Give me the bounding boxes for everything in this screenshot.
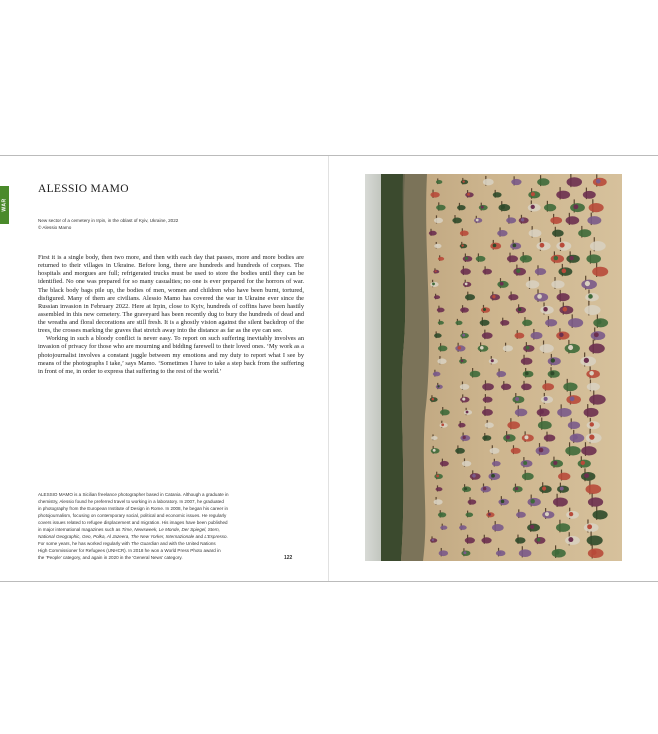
wreath (558, 473, 570, 481)
wreath (586, 254, 601, 263)
flower (483, 308, 486, 311)
wreath (538, 421, 552, 429)
wreath (465, 537, 475, 543)
wreath (482, 269, 492, 275)
wreath (515, 409, 528, 417)
flower (523, 256, 527, 260)
wreath (578, 229, 591, 237)
flower (435, 270, 437, 272)
wreath (515, 333, 525, 339)
flower (588, 294, 593, 299)
wreath (439, 550, 448, 556)
wreath (563, 382, 577, 391)
flower (462, 334, 465, 337)
flower (563, 307, 568, 312)
wreath (429, 231, 437, 236)
wreath (480, 320, 490, 326)
wreath (460, 231, 469, 236)
wreath (584, 408, 599, 417)
wreath (581, 446, 596, 455)
flower (540, 410, 544, 414)
flower (573, 204, 578, 209)
wreath (592, 267, 608, 277)
flower (462, 180, 464, 182)
wreath (436, 205, 445, 211)
wreath (544, 435, 555, 442)
bio-line: in photography from the European Institute of Design in Rome. In 2008, he began his career in (38, 506, 229, 512)
flower (492, 295, 495, 298)
flower (591, 550, 596, 555)
wreath (482, 332, 493, 339)
bio-line: the ‘People’ category, and again in 2020 in the ‘General News’ category. (38, 555, 183, 561)
flower (531, 192, 535, 196)
wreath (590, 241, 606, 251)
article-body (38, 254, 304, 376)
wreath (526, 280, 540, 288)
flower (498, 551, 501, 554)
flower (542, 486, 546, 490)
wreath (500, 320, 509, 326)
wreath (587, 216, 601, 225)
wreath (589, 344, 605, 354)
flower (555, 550, 560, 555)
page-title: ALESSIO MAMO (38, 183, 129, 195)
forest-edge (381, 174, 405, 561)
flower (584, 358, 589, 363)
wreath (557, 408, 571, 417)
wreath (552, 230, 564, 237)
wreath (537, 178, 549, 186)
wreath (462, 461, 471, 467)
wreath (550, 217, 562, 224)
cemetery-photo-image (365, 174, 622, 561)
bio-publications: Time, Newsweek, Le Monde, Der Spiegel, Stern, (121, 527, 220, 533)
wreath (557, 293, 570, 301)
bio-text: and (194, 534, 205, 540)
flower (521, 218, 524, 221)
flower (584, 473, 589, 478)
wreath (519, 549, 532, 557)
wreath (452, 217, 462, 223)
flower (493, 244, 497, 248)
wreath (434, 333, 442, 338)
bio-line (38, 540, 300, 547)
wreath (556, 523, 570, 532)
bio-line: ALESSIO MAMO is a Sicilian freelance photographer based in Catania. Although a graduate in (38, 492, 229, 497)
flower (585, 281, 590, 286)
page-number: 122 (284, 555, 293, 561)
wreath (496, 371, 506, 377)
flower (491, 474, 495, 478)
flower (461, 526, 464, 529)
wreath (501, 384, 511, 390)
wreath (431, 436, 437, 440)
wreath (589, 395, 606, 405)
wreath (438, 321, 444, 325)
wreath (565, 446, 580, 455)
flower (432, 283, 435, 286)
wreath (516, 512, 526, 518)
wreath (497, 230, 507, 236)
flower (501, 500, 505, 504)
wreath (482, 383, 494, 390)
wreath (493, 192, 502, 197)
wreath (465, 294, 475, 300)
flower (461, 244, 463, 246)
bio-line: chemistry, Alessio found he preferred travel to working in a laboratory. In 2007, he graduated (38, 499, 224, 505)
flower (590, 422, 594, 426)
bio-publications: National Geographic, Geo, Polka, Al Jazeera, The New Yorker, Internazionale (38, 534, 195, 540)
wreath (438, 346, 447, 352)
flower (516, 269, 520, 273)
flower (476, 219, 479, 222)
flower (463, 551, 466, 554)
flower (437, 385, 439, 387)
flower (553, 461, 557, 465)
flower (467, 193, 470, 196)
flower (568, 345, 573, 350)
flower (484, 436, 487, 439)
flower (551, 358, 555, 362)
wreath (589, 203, 604, 212)
flower (539, 448, 544, 453)
flower (559, 333, 563, 337)
bio-text: and with the United Nations (158, 541, 216, 547)
wreath (482, 409, 493, 416)
bio-publication: The Guardian (131, 541, 159, 547)
wreath (481, 537, 491, 543)
wreath (507, 421, 520, 429)
wreath (437, 358, 446, 364)
wreath (535, 268, 546, 275)
flower (531, 205, 535, 209)
flower (466, 411, 469, 414)
flower (462, 308, 465, 311)
wreath (529, 229, 542, 237)
flower (436, 244, 438, 246)
wreath (556, 191, 570, 199)
wreath (436, 487, 443, 491)
wreath (438, 257, 444, 261)
wreath (566, 216, 580, 224)
bio-line: High Commissioner for Refugees (UNHCR). In 2018 he won a World Press Photo award in (38, 548, 221, 554)
bio-text: For some years, he has worked regularly with (38, 541, 131, 547)
wreath (437, 308, 445, 313)
bio-line: covers issues related to refugee displacement and migration. His images have been published (38, 520, 228, 526)
flower (569, 512, 573, 516)
wreath (466, 512, 474, 517)
flower (432, 539, 434, 541)
flower (515, 397, 519, 401)
wreath (542, 383, 554, 390)
wreath (588, 497, 603, 506)
wreath (490, 448, 500, 454)
flower (537, 538, 541, 542)
flower (465, 257, 468, 260)
wreath (492, 461, 501, 466)
wreath (430, 192, 439, 198)
wreath (521, 384, 532, 391)
flower (560, 487, 564, 491)
flower (545, 512, 549, 516)
flower (524, 435, 528, 439)
flower (537, 294, 542, 299)
article-paragraph-1: First it is a single body, then two more, and then with each day that passes, more and more bodies are returned to their villages in Ukraine. Before long, there are hundreds and hundreds of corpses. The hospitals and morgues are full; refrigerated trucks must be used to store the bodies until they can be identified. No one was prepared for so many casualties; no one is ever prepared for the horrors of war. The black body bags pile up, the bodies of men, women and children who have been burnt, tortured, disfigured. Many of them are civilians. Alessio Mamo has covered the war in Ukraine ever since the Russian invasion in February 2022. Here at Irpin, close to Kyiv, hundreds of coffins have been hastily assembled in this new cemetery. The graveyard has been recently dug to bury the hundreds of dead and the wreaths and floral decorations are still fresh. It is a ghostly vision against the silent backdrop of the trees, the crosses marking the graves that stretch away into the distance as far as the eye can see. (38, 254, 304, 335)
section-label (0, 189, 9, 221)
flower (461, 359, 464, 362)
flower (523, 461, 527, 465)
flower (581, 461, 585, 465)
flower (506, 435, 510, 439)
bio-text: in major international magazines such as (38, 527, 122, 533)
sky-strip (365, 174, 381, 561)
wreath (511, 179, 521, 185)
wreath (568, 318, 583, 327)
wreath (440, 409, 450, 415)
bio-publications: L’Espresso. (204, 534, 228, 540)
wreath (436, 180, 442, 184)
flower (596, 179, 601, 184)
wreath (455, 448, 465, 454)
photo-caption (38, 218, 298, 231)
flower (481, 206, 484, 209)
flower (589, 371, 594, 376)
bio-line (38, 533, 300, 540)
flower (436, 475, 439, 478)
wreath (568, 421, 580, 429)
wreath (507, 255, 518, 262)
flower (433, 449, 436, 452)
wreath (503, 345, 513, 351)
flower (472, 474, 476, 478)
wreath (540, 344, 554, 353)
wreath (483, 179, 494, 186)
flower (526, 346, 530, 350)
wreath (455, 321, 462, 325)
wreath (545, 319, 557, 326)
flower (488, 513, 491, 516)
article-paragraph-2: Working in such a bloody conflict is never easy. To report on such suffering inevitably involves an invasion of privacy for those who are mourning and bidding farewell to their loved ones. ‘My work as a photojournalist involves a constant juggle between my emotions and my duty to report what I see by means of the photographs I take,’ says Mamo. ‘Sometimes I have to take a step back from the suffering in front of me, in order to express that suffering to the rest of the world.’ (38, 335, 304, 375)
wreath (460, 268, 470, 274)
wreath (587, 535, 603, 545)
flower (554, 256, 558, 260)
wreath (458, 423, 465, 428)
wreath (567, 177, 582, 186)
page-gutter (328, 156, 329, 581)
wreath (553, 497, 568, 506)
wreath (457, 205, 466, 210)
wreath (460, 384, 470, 390)
flower (432, 398, 435, 401)
wreath (470, 371, 481, 378)
wreath (492, 524, 504, 531)
flower (458, 346, 461, 349)
wreath (592, 510, 607, 519)
flower (491, 359, 494, 362)
wreath (551, 280, 564, 288)
wreath (508, 294, 518, 300)
book-spread (0, 155, 658, 582)
wreath (583, 191, 596, 199)
wreath (511, 448, 521, 454)
flower (543, 307, 547, 311)
flower (597, 320, 602, 325)
cemetery-photo (365, 174, 622, 561)
photographer-bio (38, 491, 300, 561)
flower (530, 525, 534, 529)
flower (441, 423, 444, 426)
wreath (521, 358, 533, 365)
wreath (483, 397, 493, 403)
wreath (544, 204, 556, 211)
bio-line: photojournalism, focusing on contemporary social, political and economic issues. He regularly (38, 513, 227, 519)
flower (480, 346, 484, 350)
wreath (434, 499, 443, 505)
flower (463, 436, 466, 439)
flower (464, 487, 467, 490)
wreath (522, 320, 532, 326)
wreath (440, 461, 449, 466)
flower (518, 308, 521, 311)
flower (569, 256, 573, 260)
flower (513, 244, 517, 248)
flower (544, 397, 548, 401)
caption-line: New sector of a cemetery in Irpin, in the oblast of Kyiv, Ukraine, 2022 (38, 218, 179, 223)
caption-credit: © Alessio Mamo (38, 224, 72, 230)
flower (434, 372, 437, 375)
flower (465, 283, 468, 286)
flower (483, 487, 486, 490)
flower (587, 524, 592, 529)
wreath (522, 473, 534, 480)
flower (501, 205, 505, 209)
flower (515, 487, 518, 490)
wreath (440, 525, 447, 529)
wreath (506, 217, 516, 223)
flower (525, 372, 529, 376)
flower (530, 499, 534, 503)
flower (570, 396, 575, 401)
wreath (434, 218, 443, 224)
flower (500, 282, 504, 286)
flower (594, 332, 599, 337)
flower (440, 513, 443, 516)
wreath (468, 499, 477, 504)
flower (550, 371, 554, 375)
bio-line (38, 526, 300, 533)
wreath (485, 422, 494, 428)
flower (540, 243, 545, 248)
flower (589, 434, 594, 439)
flower (568, 537, 573, 542)
wreath (587, 383, 600, 391)
flower (562, 269, 567, 274)
wreath (476, 256, 486, 262)
flower (573, 435, 578, 440)
wreath (515, 537, 525, 543)
wreath (434, 295, 440, 299)
flower (560, 243, 565, 248)
wreath (584, 305, 600, 315)
section-label-text: WAR (1, 198, 8, 212)
wreath (531, 332, 543, 339)
wreath (586, 484, 602, 494)
dense-graves-far (401, 174, 429, 561)
flower (462, 398, 465, 401)
